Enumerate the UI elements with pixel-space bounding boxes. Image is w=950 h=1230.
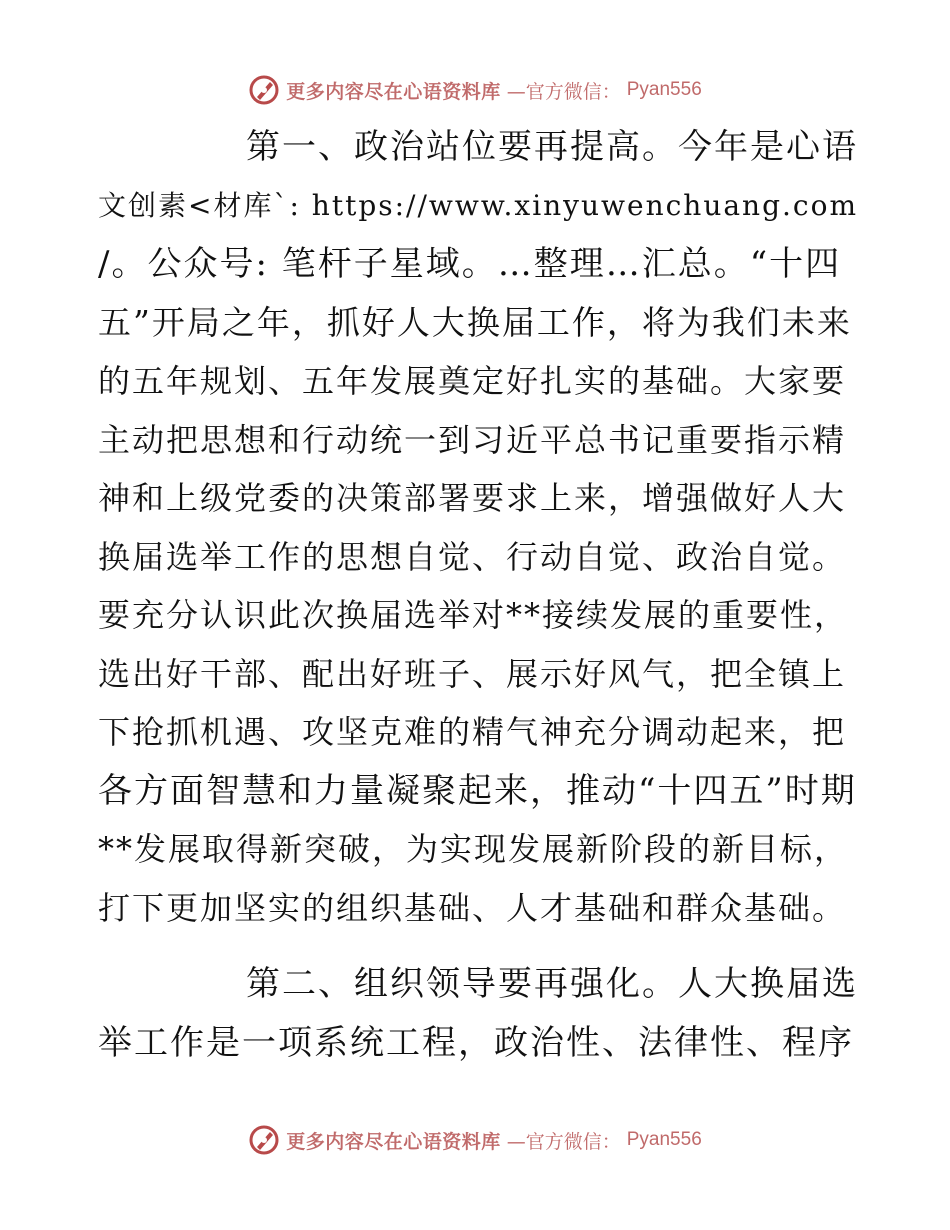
text-line: 换届选举工作的思想自觉、行动自觉、政治自觉。 xyxy=(98,537,847,576)
text-line: /。公众号: 笔杆子星域。…整理…汇总。“十四 xyxy=(98,244,842,284)
paragraph-gap xyxy=(98,937,858,955)
watermark-separator: —官方微信： xyxy=(506,80,621,103)
watermark-separator: —官方微信： xyxy=(506,1130,621,1153)
paragraph-2 xyxy=(98,955,858,1072)
text-line: 第二、组织领导要再强化。人大换届选 xyxy=(246,964,858,1004)
header-watermark xyxy=(0,70,950,110)
text-line: 各方面智慧和力量凝聚起来，推动“十四五”时期 xyxy=(98,770,857,811)
text-line: 神和上级党委的决策部署要求上来，增强做好人大 xyxy=(98,479,847,517)
text-line: 打下更加坚实的组织基础、人才基础和群众基础。 xyxy=(98,888,847,927)
text-line: 五”开局之年，抓好人大换届工作，将为我们未来 xyxy=(98,302,852,342)
watermark-text: 更多内容尽在心语资料库 xyxy=(286,1130,501,1153)
text-line: **发展取得新突破，为实现发展新阶段的新目标， xyxy=(98,830,849,868)
document-body xyxy=(98,118,858,1072)
text-line: 要充分认识此次换届选举对**接续发展的重要性， xyxy=(98,596,849,634)
paragraph-1 xyxy=(98,118,858,937)
text-line: 选出好干部、配出好班子、展示好风气，把全镇上 xyxy=(98,654,847,693)
text-line: 第一、政治站位要再提高。今年是心语 xyxy=(246,127,858,167)
pen-logo-icon xyxy=(248,74,280,106)
text-line: 的五年规划、五年发展奠定好扎实的基础。大家要 xyxy=(98,362,847,400)
text-line: 主动把思想和行动统一到习近平总书记重要指示精 xyxy=(98,420,847,459)
footer-watermark xyxy=(0,1120,950,1160)
watermark-handle: Pyan556 xyxy=(626,1129,702,1150)
text-line: 下抢抓机遇、攻坚克难的精气神充分调动起来，把 xyxy=(98,713,847,751)
pen-logo-icon xyxy=(248,1124,280,1156)
text-line: 举工作是一项系统工程，政治性、法律性、程序 xyxy=(98,1022,854,1063)
watermark-text: 更多内容尽在心语资料库 xyxy=(286,80,501,103)
text-line: 文创素<材库`: https://www.xinyuwenchuang.com xyxy=(98,188,858,222)
watermark-handle: Pyan556 xyxy=(626,79,702,100)
